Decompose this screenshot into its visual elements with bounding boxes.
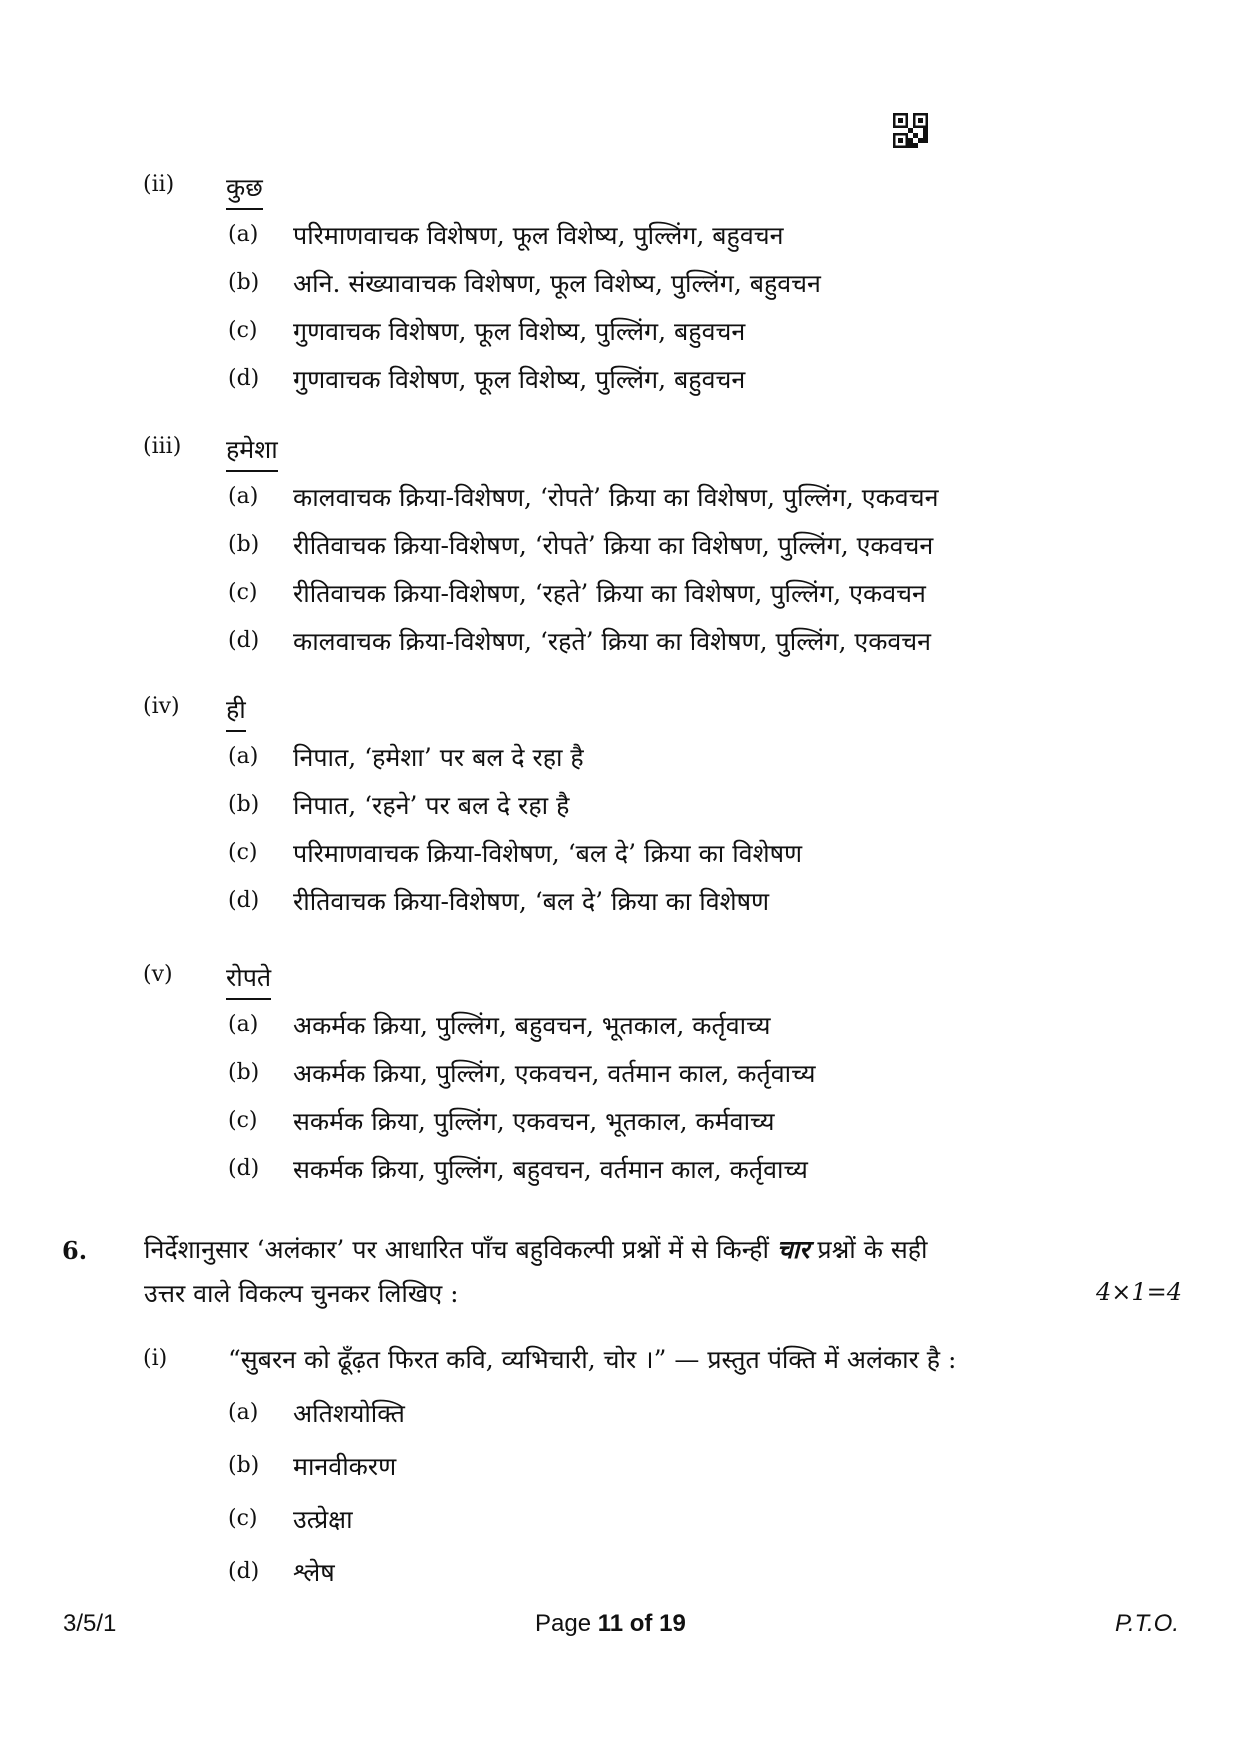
option-letter: (b) (228, 532, 260, 557)
option-b (143, 264, 1143, 312)
option-letter: (d) (228, 628, 260, 653)
option-letter: (b) (228, 270, 260, 295)
option-letter: (b) (228, 1453, 260, 1478)
option-letter: (a) (228, 744, 259, 769)
subquestion-number: (iv) (143, 694, 180, 719)
subquestion-iv (143, 692, 1143, 930)
option-letter: (a) (228, 484, 259, 509)
option-a (143, 738, 1143, 786)
option-d (143, 1553, 1143, 1606)
page-current: 11 (597, 1610, 624, 1637)
option-text: अनि. संख्यावाचक विशेषण, फूल विशेष्य, पुल्लिंग, बहुवचन (293, 269, 821, 298)
option-letter: (d) (228, 888, 260, 913)
option-letter: (d) (228, 1156, 260, 1181)
option-text: रीतिवाचक क्रिया-विशेषण, ‘रहते’ क्रिया का विशेषण, पुल्लिंग, एकवचन (293, 579, 926, 608)
subquestion-v (143, 960, 1143, 1198)
option-text: रीतिवाचक क्रिया-विशेषण, ‘रोपते’ क्रिया का विशेषण, पुल्लिंग, एकवचन (293, 531, 934, 560)
option-text: सकर्मक क्रिया, पुल्लिंग, एकवचन, भूतकाल, कर्मवाच्य (293, 1107, 775, 1136)
subquestion-word: रोपते (226, 960, 271, 1000)
option-letter: (c) (228, 1108, 258, 1133)
subquestion-word: कुछ (226, 170, 263, 210)
option-c (143, 312, 1143, 360)
option-text: अकर्मक क्रिया, पुल्लिंग, बहुवचन, भूतकाल, कर्तृवाच्य (293, 1011, 771, 1040)
option-letter: (a) (228, 222, 259, 247)
option-c (143, 1500, 1143, 1553)
option-b (143, 1447, 1143, 1500)
option-b (143, 526, 1143, 574)
option-text: श्लेष (293, 1558, 335, 1587)
subquestion-ii (143, 170, 1143, 408)
option-text: परिमाणवाचक क्रिया-विशेषण, ‘बल दे’ क्रिया का विशेषण (293, 839, 803, 868)
option-letter: (b) (228, 792, 260, 817)
option-a (143, 478, 1143, 526)
option-letter: (a) (228, 1012, 259, 1037)
option-letter: (c) (228, 318, 258, 343)
option-c (143, 834, 1143, 882)
option-letter: (b) (228, 1060, 260, 1085)
question-marks: 4×1=4 (1095, 1278, 1182, 1306)
page-footer (0, 1610, 1241, 1650)
option-text: सकर्मक क्रिया, पुल्लिंग, बहुवचन, वर्तमान काल, कर्तृवाच्य (293, 1155, 808, 1184)
subquestion-text: “सुबरन को ढूँढ़त फिरत कवि, व्यभिचारी, चोर ।” — प्रस्तुत पंक्ति में अलंकार है : (228, 1345, 957, 1374)
option-text: गुणवाचक विशेषण, फूल विशेष्य, पुल्लिंग, बहुवचन (293, 317, 746, 346)
option-text: निपात, ‘हमेशा’ पर बल दे रहा है (293, 743, 584, 772)
option-text: उत्प्रेक्षा (293, 1505, 353, 1534)
option-d (143, 622, 1143, 670)
option-c (143, 1102, 1143, 1150)
subquestion-number: (ii) (143, 172, 175, 197)
subquestion-word: ही (226, 692, 246, 732)
option-letter: (d) (228, 366, 260, 391)
option-letter: (c) (228, 840, 258, 865)
pto-label: P.T.O. (1114, 1610, 1179, 1637)
option-c (143, 574, 1143, 622)
question-instruction-line1 (144, 1232, 928, 1266)
question-instruction-line2: उत्तर वाले विकल्प चुनकर लिखिए : (144, 1279, 459, 1308)
subquestion-number: (iii) (143, 434, 182, 459)
option-text: निपात, ‘रहने’ पर बल दे रहा है (293, 791, 570, 820)
option-a (143, 216, 1143, 264)
option-text: अतिशयोक्ति (293, 1399, 405, 1428)
option-letter: (c) (228, 1506, 258, 1531)
question-number: 6. (62, 1236, 88, 1265)
option-d (143, 1150, 1143, 1198)
subquestion-number: (v) (143, 962, 173, 987)
option-b (143, 786, 1143, 834)
subquestion-number: (i) (143, 1346, 168, 1371)
subquestion-iii (143, 432, 1143, 670)
subquestion-word: हमेशा (226, 432, 278, 472)
page-number (535, 1610, 686, 1638)
instruction-emphasis: चार (776, 1235, 810, 1264)
instruction-text-before: निर्देशानुसार ‘अलंकार’ पर आधारित पाँच बहुविकल्पी प्रश्नों में से किन्हीं (144, 1235, 777, 1264)
option-b (143, 1054, 1143, 1102)
option-text: अकर्मक क्रिया, पुल्लिंग, एकवचन, वर्तमान काल, कर्तृवाच्य (293, 1059, 816, 1088)
instruction-text-after: प्रश्नों के सही (809, 1235, 928, 1264)
option-a (143, 1394, 1143, 1447)
paper-code: 3/5/1 (63, 1610, 117, 1637)
option-text: परिमाणवाचक विशेषण, फूल विशेष्य, पुल्लिंग, बहुवचन (293, 221, 784, 250)
option-d (143, 360, 1143, 408)
page-prefix: Page (535, 1610, 598, 1637)
option-letter: (a) (228, 1400, 259, 1425)
option-d (143, 882, 1143, 930)
option-text: गुणवाचक विशेषण, फूल विशेष्य, पुल्लिंग, बहुवचन (293, 365, 746, 394)
option-text: रीतिवाचक क्रिया-विशेषण, ‘बल दे’ क्रिया का विशेषण (293, 887, 770, 916)
page-total: 19 (659, 1610, 686, 1637)
option-a (143, 1006, 1143, 1054)
question-6-subquestion-i (143, 1342, 1143, 1606)
page-of: of (623, 1610, 660, 1637)
option-text: मानवीकरण (293, 1452, 397, 1481)
option-letter: (d) (228, 1559, 260, 1584)
option-text: कालवाचक क्रिया-विशेषण, ‘रहते’ क्रिया का विशेषण, पुल्लिंग, एकवचन (293, 627, 932, 656)
option-text: कालवाचक क्रिया-विशेषण, ‘रोपते’ क्रिया का विशेषण, पुल्लिंग, एकवचन (293, 483, 939, 512)
qr-code-icon (893, 113, 928, 148)
option-letter: (c) (228, 580, 258, 605)
